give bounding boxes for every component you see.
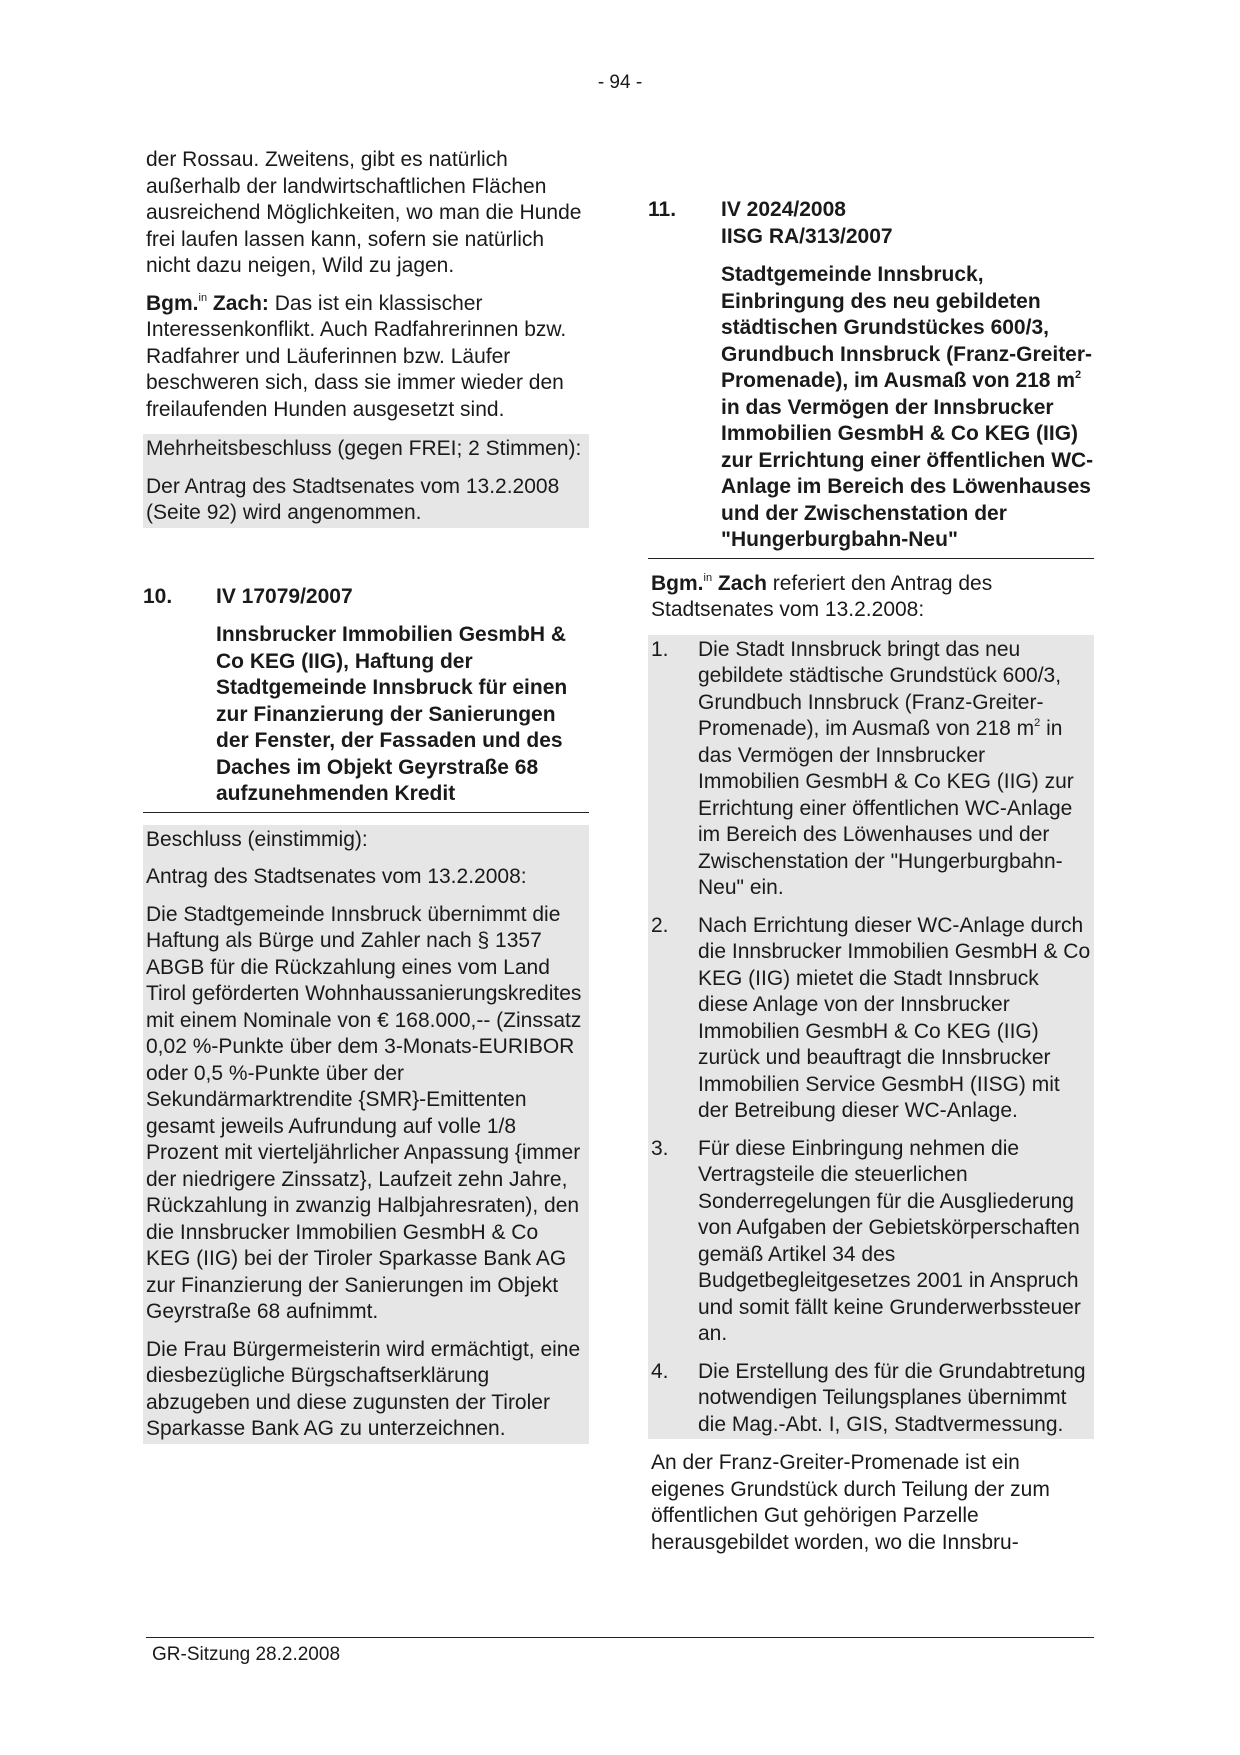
speaker-prefix-right: Bgm. (651, 571, 704, 595)
intro-paragraph: der Rossau. Zweitens, gibt es natürlich außerhalb der landwirtschaftlichen Flächen ausreichend Möglichkeiten, wo man die Hunde frei laufen lassen kann, sofern sie natürlich nicht dazu neigen, Wild zu jagen. (146, 148, 582, 277)
list-item-text: Die Erstellung des für die Grundabtretung notwendigen Teilungsplanes übernimmt die Mag.-Abt. I, GIS, Stadtvermessung. (698, 1359, 1086, 1436)
item-10-decision: Beschluss (einstimmig): (146, 827, 368, 851)
item-11-number: 11. (648, 198, 677, 221)
list-item: 2. Nach Errichtung dieser WC-Anlage durch die Innsbrucker Immobilien GesmbH & Co KEG (IIG) mietet die Stadt Innsbruck diese Anlage von der Innsbrucker Immobilien GesmbH & Co KEG (IIG) zurück und beauftragt die Innsbrucker Immobilien Service GesmbH (IISG) mit der Betreibung dieser WC-Anlage. (651, 913, 1091, 1125)
list-item: 3. Für diese Einbringung nehmen die Vertragsteile die steuerlichen Sonderregelungen für die Ausgliederung von Aufgaben der Gebietskörperschaften gemäß Artikel 34 des Budgetbegleitgesetzes 2001 in Anspruch und somit fällt keine Grunderwerbssteuer an. (651, 1136, 1091, 1348)
list-item: 1. Die Stadt Innsbruck bringt das neu gebildete städtische Grundstück 600/3, Grundbuch Innsbruck (Franz-Greiter-Promenade), im Ausmaß von 218 $m^2$ in das Vermögen der Innsbrucker Immobilien GesmbH & Co KEG (IIG) zur Errichtung einer öffentlichen WC-Anlage im Bereich des Löwenhauses und der Zwischenstation der "Hungerburgbahn-Neu" ein. (651, 637, 1091, 902)
closing-paragraph: An der Franz-Greiter-Promenade ist ein eigenes Grundstück durch Teilung der zum öffentlichen Gut gehörigen Parzelle herausgebildet worden, wo die Innsbru- (651, 1451, 1050, 1554)
speaker-name: Zach: (207, 291, 269, 315)
list-item-text: Für diese Einbringung nehmen die Vertragsteile die steuerlichen Sonderregelungen für die Ausgliederung von Aufgaben der Gebietskörperschaften gemäß Artikel 34 des Budgetbegleitgesetzes 2001 in Anspruch und somit fällt keine Grunderwerbssteuer an. (698, 1136, 1081, 1345)
speaker-paragraph-right (651, 571, 1091, 624)
motion-list (648, 635, 1094, 1440)
item-11-code-1: IV 2024/2008 (721, 198, 846, 221)
item-11-title: Stadtgemeinde Innsbruck, Einbringung des neu gebildeten städtischen Grundstückes 600/3, Grundbuch Innsbruck (Franz-Greiter-Promenade), im Ausmaß von 218 $m^2$ in das Vermögen der Innsbrucker Immobilien GesmbH & Co KEG (IIG) zur Errichtung einer öffentlichen WC-Anlage im Bereich des Löwenhauses und der Zwischenstation der "Hungerburgbahn-Neu" (721, 263, 1094, 551)
list-item: 4. Die Erstellung des für die Grundabtretung notwendigen Teilungsplanes übernimmt die Mag.-Abt. I, GIS, Stadtvermessung. (651, 1359, 1091, 1439)
resolution-text: Der Antrag des Stadtsenates vom 13.2.2008 (Seite 92) wird angenommen. (146, 474, 560, 524)
right-column (648, 197, 1094, 1567)
item-10-motion: Antrag des Stadtsenates vom 13.2.2008: (146, 865, 527, 888)
item-11-header (648, 197, 1094, 559)
list-item-text: Nach Errichtung dieser WC-Anlage durch die Innsbrucker Immobilien GesmbH & Co KEG (IIG) mietet die Stadt Innsbruck diese Anlage von der Innsbrucker Immobilien GesmbH & Co KEG (IIG) zurück und beauftragt die Innsbrucker Immobilien Service GesmbH (IISG) mit der Betreibung dieser WC-Anlage. (698, 913, 1091, 1122)
footer-divider (146, 1637, 1094, 1638)
left-column (143, 147, 586, 1444)
item-10-body-2: Die Frau Bürgermeisterin wird ermächtigt, eine diesbezügliche Bürgschaftserklärung abzugeben und diese zugunsten der Tiroler Sparkasse Bank AG zu unterzeichnen. (146, 1337, 581, 1440)
speaker-name-right: Zach (712, 571, 767, 595)
item-10-decision-box (143, 825, 589, 1444)
footer-text: GR-Sitzung 28.2.2008 (152, 1644, 341, 1665)
item-10-number: 10. (143, 584, 173, 608)
page-number: - 94 - (597, 72, 643, 93)
speaker-sup: in (198, 291, 208, 304)
speaker-paragraph (146, 291, 586, 424)
item-11-code-2: IISG RA/313/2007 (721, 224, 893, 248)
speaker-prefix: Bgm. (146, 291, 199, 315)
speaker-text-right: referiert den Antrag des Stadtsenates vom 13.2.2008: (651, 571, 993, 621)
item-10-body-1: Die Stadtgemeinde Innsbruck übernimmt die Haftung als Bürge und Zahler nach § 1357 ABGB für die Rückzahlung eines vom Land Tirol geförderten Wohnhaussanierungskredites mit einem Nominale von € 168.000,-- (Zinssatz 0,02 %-Punkte über dem 3-Monats-EURIBOR oder 0,5 %-Punkte über der Sekundärmarktrendite {SMR}-Emittenten gesamt jeweils Aufrundung auf volle 1/8 Prozent mit vierteljährlicher Anpassung {immer der niedrigere Zinssatz}, Laufzeit zehn Jahre, Rückzahlung in zwanzig Halbjahresraten), den die Innsbrucker Immobilien GesmbH & Co KEG (IIG) bei der Tiroler Sparkasse Bank AG zur Finanzierung der Sanierungen im Objekt Geyrstraße 68 aufnimmt. (146, 902, 582, 1323)
item-10-title: Innsbrucker Immobilien GesmbH & Co KEG (IIG), Haftung der Stadtgemeinde Innsbruck für einen zur Finanzierung der Sanierungen der Fenster, der Fassaden und des Daches im Objekt Geyrstraße 68 aufzunehmenden Kredit (216, 623, 568, 805)
item-10-header (143, 584, 589, 813)
speaker-sup-right: in (703, 571, 713, 584)
list-item-text: Die Stadt Innsbruck bringt das neu gebildete städtische Grundstück 600/3, Grundbuch Innsbruck (Franz-Greiter-Promenade), im Ausmaß von 218 $m^2$ in das Vermögen der Innsbrucker Immobilien GesmbH & Co KEG (IIG) zur Errichtung einer öffentlichen WC-Anlage im Bereich des Löwenhauses und der Zwischenstation der "Hungerburgbahn-Neu" ein. (698, 637, 1074, 899)
resolution-box (143, 434, 589, 528)
item-10-code: IV 17079/2007 (216, 584, 353, 608)
speaker-text: Das ist ein klassischer Interessenkonflikt. Auch Radfahrerinnen bzw. Radfahrer und Läuferinnen bzw. Läufer beschweren sich, dass sie immer wieder den freilaufenden Hunden ausgesetzt sind. (146, 291, 567, 421)
resolution-vote: Mehrheitsbeschluss (gegen FREI; 2 Stimmen): (146, 437, 582, 460)
